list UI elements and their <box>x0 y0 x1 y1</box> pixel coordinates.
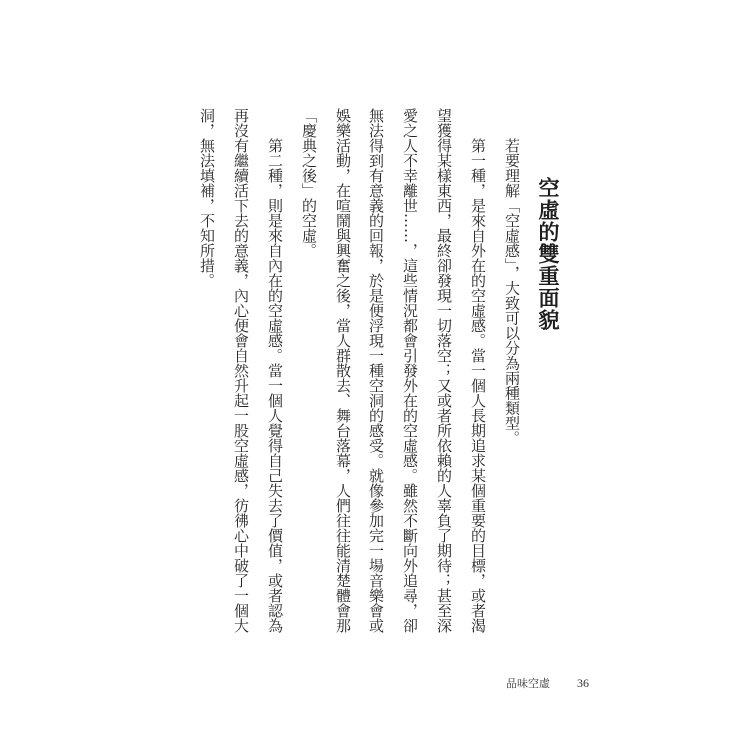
body-text-line: 無法得到有意義的回報，於是便浮現一種空洞的感受。就像參加完一場音樂會或 <box>367 108 385 633</box>
body-text-line: 若要理解「空虛感」，大致可以分為兩種類型。 <box>503 138 521 446</box>
page-number: 36 <box>577 676 589 690</box>
body-text-line: 第一種，是來自外在的空虛感。當一個人長期追求某個重要的目標，或者渴 <box>469 138 487 633</box>
body-text-line: 愛之人不幸離世……，這些情況都會引發外在的空虛感。雖然不斷向外追尋，卻 <box>401 108 419 633</box>
body-text-line: 第二種，則是來自內在的空虛感。當一個人覺得自己失去了價值，或者認為 <box>266 138 284 633</box>
body-text-line: 再沒有繼續活下去的意義，內心便會自然升起一股空虛感，彷彿心中破了一個大 <box>232 108 250 633</box>
body-text-line: 娛樂活動，在喧鬧與興奮之後，當人群散去、舞台落幕，人們往往能清楚體會那 <box>334 108 352 633</box>
running-title: 品味空虛 <box>506 677 550 690</box>
body-text-line: 望獲得某樣東西，最終卻發現一切落空；又或者所依賴的人辜負了期待；甚至深 <box>435 108 453 633</box>
chapter-title: 空虛的雙重面貌 <box>536 177 561 331</box>
body-text-line: 「慶典之後」的空虛。 <box>300 108 318 258</box>
body-text-line: 洞，無法填補，不知所措。 <box>198 108 216 288</box>
